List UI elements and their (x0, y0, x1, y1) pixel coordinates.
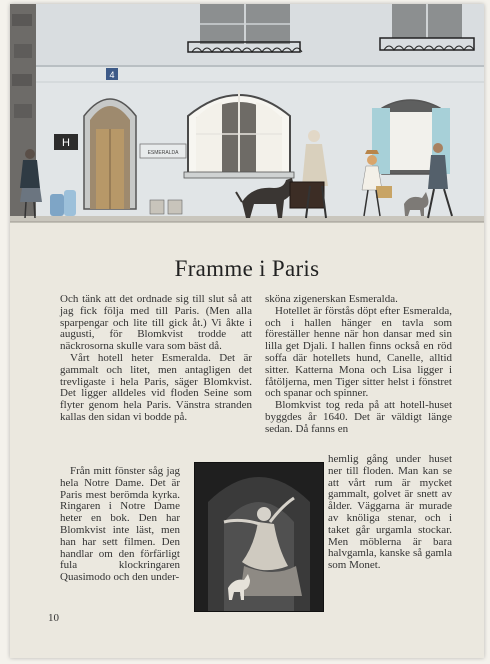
page-title: Framme i Paris (174, 256, 320, 281)
paragraph: Från mitt fönster såg jag hela Notre Dame. Det är Paris mest berömda kyrka. Ringaren i Notre Dame heter en bok. Den har Blomkvist inte läst, men han har sett filmen. Den handlar om den förfärligt fula klockringaren Quasimodo och den under- (60, 465, 180, 584)
paragraph: sköna zigenerskan Esmeralda. (265, 293, 398, 305)
paragraph: Och tänk att det ordnade sig till slut så att jag fick följa med till Paris. (Men alla sparpengar och lite till gick åt.) Vi åkte i augusti, för Blomkvist trodde att näckrosorna skulle vara som bäst då. (60, 293, 252, 353)
svg-text:4: 4 (109, 70, 115, 80)
column-left-bottom (60, 466, 180, 584)
page-number: 10 (48, 612, 59, 624)
paragraph: Hotellet är förstås döpt efter Esmeralda, och i hallen hänger en tavla som föreställer henne när hon dansar med sin lilla get Djali. I hallen finns också en röd soffa där hotellets hund, Canelle, alltid sitter. Katterna Mona och Lisa ligger i fåtöljerna, men Tiger sitter helst i fönstret och spanar och spinner. (265, 304, 452, 400)
svg-text:ESMERALDA: ESMERALDA (147, 150, 179, 156)
paragraph: hemlig gång under huset ner till floden. Man kan se att vårt rum är mycket gammalt, golvet är snett av ålder. Väggarna är murade av knöliga stenar, och i taket går urgamla stockar. Men möblerna är bara halvgamla, kanske så gamla som Monet. (328, 453, 452, 572)
paragraph: Blomkvist tog reda på att hotell-huset byggdes år 1640. Det är väldigt länge sedan. Då fanns en (265, 399, 452, 435)
column-right-bottom (328, 454, 452, 572)
column-right-top (265, 294, 452, 436)
street-illustration (10, 4, 484, 244)
column-left-top (60, 294, 252, 424)
paragraph: Vårt hotell heter Esmeralda. Det är gammalt och litet, men antagligen det trevligaste i hela Paris, säger Blomkvist. Det ligger alldeles vid floden Seine som flyter genom hela Paris. Vänstra stranden kallas den sidan vi bodde på. (60, 351, 252, 423)
esmeralda-painting (194, 462, 324, 612)
svg-text:H: H (62, 137, 70, 149)
book-page (10, 4, 484, 658)
arched-doorway (84, 99, 136, 209)
